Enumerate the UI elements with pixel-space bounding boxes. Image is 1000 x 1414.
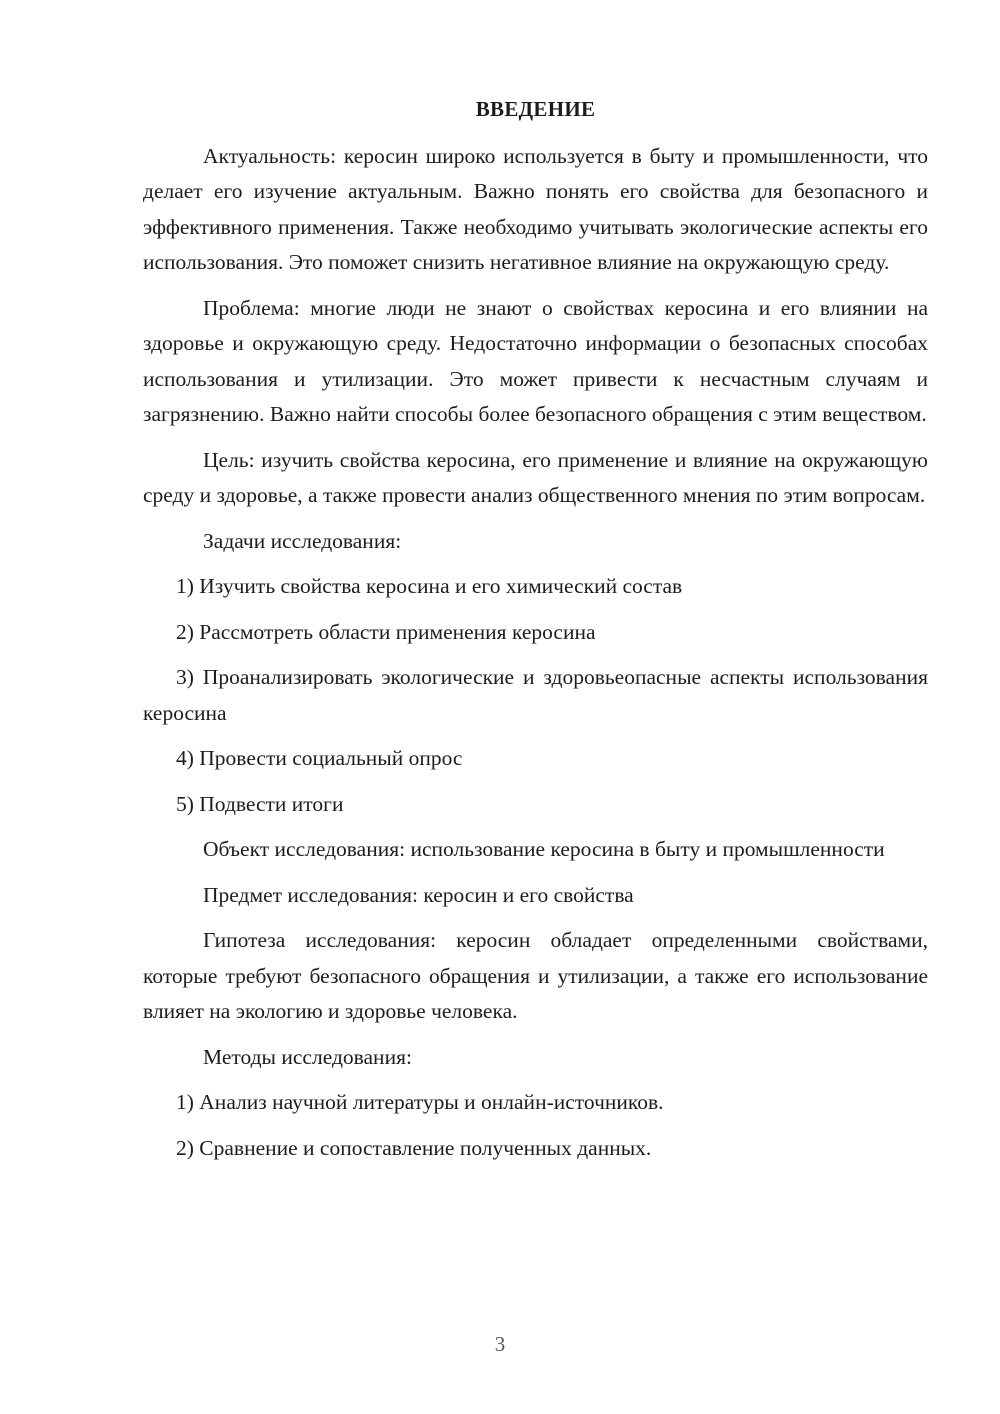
relevance-paragraph: Актуальность: керосин широко используется в быту и промышленности, что делает его изучение актуальным. Важно понять его свойства для безопасного и эффективного применения. Также необходимо учитывать экологические аспекты его использования. Это поможет снизить негативное влияние на окружающую среду. [143,143,928,274]
task-item: 3) Проанализировать экологические и здоровьеопасные аспекты использования керосина [143,665,928,725]
object-paragraph: Объект исследования: использование керосина в быту и промышленности [203,837,885,861]
task-item: 1) Изучить свойства керосина и его химический состав [176,574,683,598]
hypothesis-paragraph: Гипотеза исследования: керосин обладает определенными свойствами, которые требуют безопасного обращения и утилизации, а также его использование влияет на экологию и здоровье человека. [143,928,928,1023]
section-title: ВВЕДЕНИЕ [475,97,596,121]
task-item: 5) Подвести итоги [176,791,344,816]
tasks-heading: Задачи исследования: [203,528,402,553]
goal-paragraph: Цель: изучить свойства керосина, его применение и влияние на окружающую среду и здоровье, а также провести анализ общественного мнения по этим вопросам. [143,447,928,507]
task-item: 2) Рассмотреть области применения керосина [176,619,596,644]
methods-heading: Методы исследования: [203,1044,412,1069]
method-item: 1) Анализ научной литературы и онлайн-источников. [176,1090,664,1114]
subject-paragraph: Предмет исследования: керосин и его свойства [203,882,634,907]
page-content [143,92,928,1176]
page-number: 3 [494,1332,506,1356]
problem-paragraph: Проблема: многие люди не знают о свойствах керосина и его влиянии на здоровье и окружающую среду. Недостаточно информации о безопасных способах использования и утилизации. Это может привести к несчастным случаям и загрязнению. Важно найти способы более безопасного обращения с этим веществом. [143,295,928,426]
method-item: 2) Сравнение и сопоставление полученных данных. [176,1135,652,1160]
task-item: 4) Провести социальный опрос [176,746,463,770]
